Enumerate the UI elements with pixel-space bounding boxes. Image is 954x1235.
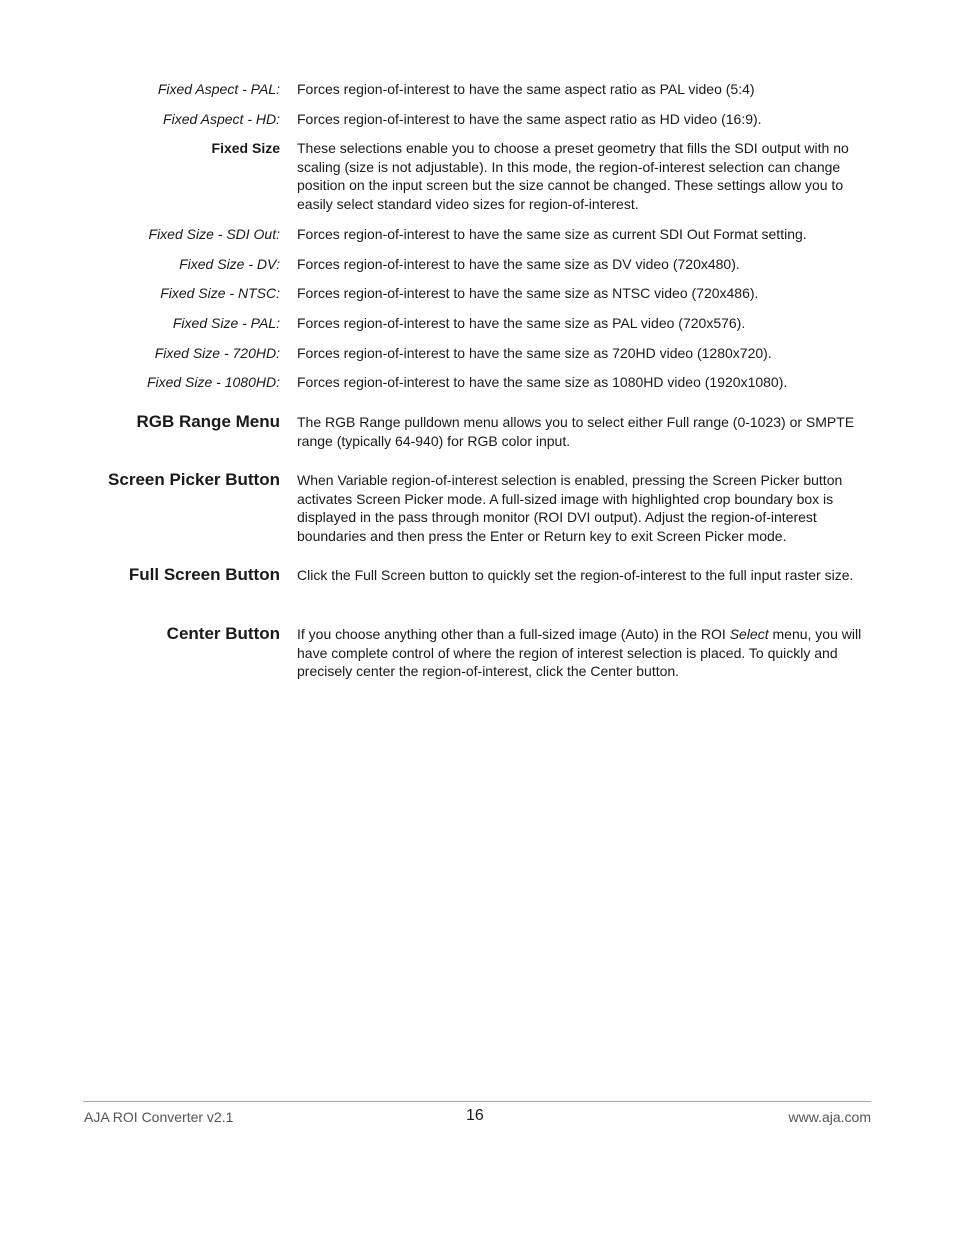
footer-website: www.aja.com xyxy=(788,1109,871,1125)
entry-description: Forces region-of-interest to have the same aspect ratio as PAL video (5:4) xyxy=(297,81,755,97)
entry-description: When Variable region-of-interest selection is enabled, pressing the Screen Picker button activates Screen Picker mode. A full-sized image with highlighted crop boundary box is displayed in the pass through monitor (ROI DVI output). Adjust the region-of-interest boundaries and then press the Enter or Return key to exit Screen Picker mode. xyxy=(297,472,843,544)
description-emphasis: Select xyxy=(729,626,769,642)
entry-label: Fixed Size - 1080HD: xyxy=(146,374,280,390)
entry-label: Fixed Aspect - HD: xyxy=(163,111,280,127)
entry-description: Forces region-of-interest to have the same size as 1080HD video (1920x1080). xyxy=(297,374,788,390)
entry-heading: Full Screen Button xyxy=(128,565,280,584)
entry-description: The RGB Range pulldown menu allows you to select either Full range (0-1023) or SMPTE range (typically 64-940) for RGB color input. xyxy=(297,414,855,449)
footer-product-name: AJA ROI Converter v2.1 xyxy=(84,1109,234,1125)
entry-description: Click the Full Screen button to quickly set the region-of-interest to the full input raster size. xyxy=(297,567,854,583)
entry-description: Forces region-of-interest to have the same size as PAL video (720x576). xyxy=(297,315,746,331)
entry-description: Forces region-of-interest to have the same aspect ratio as HD video (16:9). xyxy=(297,111,762,127)
entry-label: Fixed Size - DV: xyxy=(179,256,280,272)
description-text: menu, you will have complete control of where the region of interest selection is placed. To quickly and precisely center the region-of-interest, click the Center button. xyxy=(297,626,862,680)
entry-description: Forces region-of-interest to have the same size as current SDI Out Format setting. xyxy=(297,226,807,242)
entry-heading: RGB Range Menu xyxy=(136,412,280,431)
description-text: If you choose anything other than a full-sized image (Auto) in the ROI xyxy=(297,626,730,642)
entry-label: Fixed Size - SDI Out: xyxy=(148,226,280,242)
entry-label: Fixed Size xyxy=(211,140,280,156)
entry-description: Forces region-of-interest to have the same size as DV video (720x480). xyxy=(297,256,740,272)
entry-label: Fixed Aspect - PAL: xyxy=(157,81,280,97)
entry-description: Forces region-of-interest to have the same size as 720HD video (1280x720). xyxy=(297,345,772,361)
entry-description: These selections enable you to choose a preset geometry that fills the SDI output with no scaling (size is not adjustable). In this mode, the region-of-interest selection can change position on the input screen but the size cannot be changed. These settings allow you to easily select standard video sizes for region-of-interest. xyxy=(297,140,849,212)
entry-heading: Screen Picker Button xyxy=(108,470,280,489)
entry-label: Fixed Size - 720HD: xyxy=(154,345,280,361)
entry-description: Forces region-of-interest to have the same size as NTSC video (720x486). xyxy=(297,285,759,301)
entry-label: Fixed Size - PAL: xyxy=(172,315,280,331)
entry-label: Fixed Size - NTSC: xyxy=(160,285,280,301)
entry-heading: Center Button xyxy=(166,624,280,643)
entry-description xyxy=(297,625,871,681)
footer-divider xyxy=(83,1101,871,1102)
page-number: 16 xyxy=(466,1107,484,1124)
